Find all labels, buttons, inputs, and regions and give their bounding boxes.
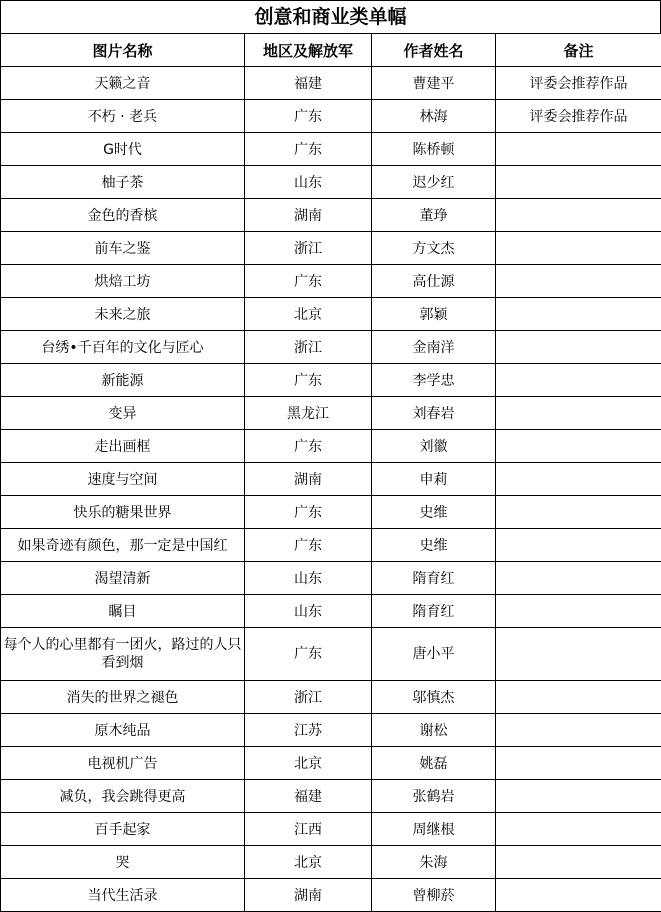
note-cell: [496, 813, 661, 846]
region-cell: 江苏: [245, 714, 372, 747]
note-cell: [496, 364, 661, 397]
photo-name-cell: 新能源: [1, 364, 245, 397]
region-cell: 北京: [245, 298, 372, 331]
author-cell: 刘徽: [372, 430, 496, 463]
note-cell: [496, 199, 661, 232]
note-cell: 评委会推荐作品: [496, 100, 661, 133]
table-row: [1, 846, 661, 879]
table-row: [1, 67, 661, 100]
photo-name-cell: 哭: [1, 846, 245, 879]
table-row: [1, 529, 661, 562]
author-cell: 姚磊: [372, 747, 496, 780]
photo-name-cell: 柚子茶: [1, 166, 245, 199]
table-row: [1, 747, 661, 780]
table-row: [1, 265, 661, 298]
photo-name-cell: 未来之旅: [1, 298, 245, 331]
author-cell: 董琤: [372, 199, 496, 232]
region-cell: 浙江: [245, 232, 372, 265]
photo-name-cell: 消失的世界之褪色: [1, 681, 245, 714]
note-cell: [496, 463, 661, 496]
photo-name-cell: 原木纯品: [1, 714, 245, 747]
author-cell: 周继根: [372, 813, 496, 846]
photo-name-cell: 烘焙工坊: [1, 265, 245, 298]
region-cell: 山东: [245, 595, 372, 628]
table-row: [1, 397, 661, 430]
header-author: 作者姓名: [372, 34, 496, 67]
photo-name-cell: 不朽 · 老兵: [1, 100, 245, 133]
table-row: [1, 100, 661, 133]
region-cell: 浙江: [245, 681, 372, 714]
photo-name-cell: 每个人的心里都有一团火，路过的人只看到烟: [1, 628, 245, 681]
region-cell: 湖南: [245, 879, 372, 912]
note-cell: [496, 529, 661, 562]
table-row: [1, 879, 661, 912]
note-cell: 评委会推荐作品: [496, 67, 661, 100]
author-cell: 张鹤岩: [372, 780, 496, 813]
region-cell: 广东: [245, 628, 372, 681]
note-cell: [496, 780, 661, 813]
note-cell: [496, 628, 661, 681]
author-cell: 邬慎杰: [372, 681, 496, 714]
photo-name-cell: 台绣•千百年的文化与匠心: [1, 331, 245, 364]
region-cell: 北京: [245, 747, 372, 780]
region-cell: 山东: [245, 166, 372, 199]
author-cell: 史维: [372, 529, 496, 562]
region-cell: 北京: [245, 846, 372, 879]
region-cell: 福建: [245, 780, 372, 813]
region-cell: 湖南: [245, 199, 372, 232]
note-cell: [496, 496, 661, 529]
region-cell: 广东: [245, 133, 372, 166]
note-cell: [496, 166, 661, 199]
author-cell: 迟少红: [372, 166, 496, 199]
note-cell: [496, 232, 661, 265]
region-cell: 广东: [245, 100, 372, 133]
note-cell: [496, 331, 661, 364]
author-cell: 高仕源: [372, 265, 496, 298]
note-cell: [496, 681, 661, 714]
award-table: [0, 33, 661, 912]
table-row: [1, 463, 661, 496]
photo-name-cell: 减负，我会跳得更高: [1, 780, 245, 813]
header-row: [1, 34, 661, 67]
author-cell: 曾柳菸: [372, 879, 496, 912]
photo-name-cell: 百手起家: [1, 813, 245, 846]
photo-name-cell: 速度与空间: [1, 463, 245, 496]
table-row: [1, 562, 661, 595]
region-cell: 黑龙江: [245, 397, 372, 430]
photo-name-cell: 金色的香槟: [1, 199, 245, 232]
author-cell: 申莉: [372, 463, 496, 496]
author-cell: 唐小平: [372, 628, 496, 681]
table-row: [1, 780, 661, 813]
photo-name-cell: 前车之鉴: [1, 232, 245, 265]
note-cell: [496, 846, 661, 879]
region-cell: 广东: [245, 265, 372, 298]
author-cell: 曹建平: [372, 67, 496, 100]
header-note: 备注: [496, 34, 661, 67]
note-cell: [496, 397, 661, 430]
table-row: [1, 199, 661, 232]
author-cell: 方文杰: [372, 232, 496, 265]
photo-name-cell: 变异: [1, 397, 245, 430]
region-cell: 广东: [245, 496, 372, 529]
table-row: [1, 232, 661, 265]
region-cell: 广东: [245, 529, 372, 562]
author-cell: 郭颖: [372, 298, 496, 331]
photo-name-cell: 当代生活录: [1, 879, 245, 912]
table-row: [1, 166, 661, 199]
author-cell: 林海: [372, 100, 496, 133]
note-cell: [496, 714, 661, 747]
author-cell: 隋育红: [372, 562, 496, 595]
sheet-title: 创意和商业类单幅: [0, 0, 661, 33]
region-cell: 湖南: [245, 463, 372, 496]
author-cell: 李学忠: [372, 364, 496, 397]
photo-name-cell: 走出画框: [1, 430, 245, 463]
region-cell: 山东: [245, 562, 372, 595]
note-cell: [496, 562, 661, 595]
photo-name-cell: G时代: [1, 133, 245, 166]
region-cell: 浙江: [245, 331, 372, 364]
author-cell: 朱海: [372, 846, 496, 879]
region-cell: 福建: [245, 67, 372, 100]
region-cell: 广东: [245, 430, 372, 463]
table-row: [1, 813, 661, 846]
region-cell: 广东: [245, 364, 372, 397]
note-cell: [496, 133, 661, 166]
photo-name-cell: 电视机广告: [1, 747, 245, 780]
author-cell: 金南洋: [372, 331, 496, 364]
author-cell: 谢松: [372, 714, 496, 747]
photo-name-cell: 天籁之音: [1, 67, 245, 100]
table-row: [1, 496, 661, 529]
header-photo-name: 图片名称: [1, 34, 245, 67]
photo-name-cell: 瞩目: [1, 595, 245, 628]
note-cell: [496, 265, 661, 298]
table-body: [1, 67, 661, 912]
table-row: [1, 628, 661, 681]
note-cell: [496, 595, 661, 628]
photo-name-cell: 快乐的糖果世界: [1, 496, 245, 529]
photo-name-cell: 如果奇迹有颜色，那一定是中国红: [1, 529, 245, 562]
note-cell: [496, 879, 661, 912]
table-row: [1, 298, 661, 331]
table-row: [1, 430, 661, 463]
photo-name-cell: 渴望清新: [1, 562, 245, 595]
author-cell: 刘春岩: [372, 397, 496, 430]
table-row: [1, 595, 661, 628]
region-cell: 江西: [245, 813, 372, 846]
note-cell: [496, 747, 661, 780]
note-cell: [496, 430, 661, 463]
table-row: [1, 364, 661, 397]
table-row: [1, 714, 661, 747]
table-row: [1, 331, 661, 364]
header-region: 地区及解放军: [245, 34, 372, 67]
note-cell: [496, 298, 661, 331]
table-row: [1, 681, 661, 714]
author-cell: 陈桥顿: [372, 133, 496, 166]
table-row: [1, 133, 661, 166]
author-cell: 史维: [372, 496, 496, 529]
author-cell: 隋育红: [372, 595, 496, 628]
